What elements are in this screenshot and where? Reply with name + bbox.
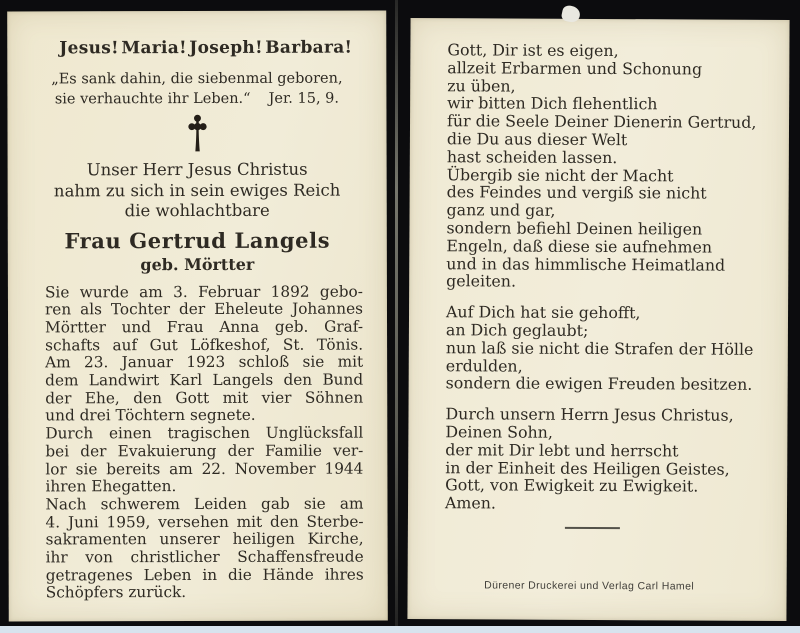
text-line: Gott, Dir ist es eigen, — [447, 40, 619, 61]
invocation-name: Joseph! — [189, 37, 263, 59]
text-line: ihren Ehegatten. — [45, 477, 177, 496]
text-line: die Du aus dieser Welt — [446, 129, 628, 150]
divider-rule — [565, 527, 620, 529]
text-line: sakramenten unserer heiligen Kirche, — [45, 529, 364, 549]
text-line: erdulden, — [445, 355, 523, 376]
text-line: ganz und gar, — [446, 200, 556, 220]
text-line: an Dich geglaubt; — [445, 320, 589, 340]
text-line: Auf Dich hat sie gehofft, — [445, 302, 641, 323]
maiden-name: geb. Mörtter — [140, 254, 255, 274]
text-line: dem Landwirt Karl Langels den Bund — [45, 370, 364, 390]
text-line: des Feindes und vergiß sie nicht — [446, 182, 707, 203]
text-line: in der Einheit des Heiligen Geistes, — [445, 457, 730, 479]
memorial-card-left-page — [7, 11, 388, 622]
text-line: Amen. — [444, 493, 497, 513]
memorial-card-right-page — [407, 18, 789, 621]
text-line: Sie wurde am 3. Februar 1892 gebo- — [44, 282, 363, 301]
text-line: Engeln, daß diese sie aufnehmen — [446, 235, 713, 257]
biography-paragraph — [45, 496, 363, 603]
biography-paragraph — [45, 283, 363, 425]
prayer-stanza — [446, 41, 769, 292]
printer-credit: Dürener Druckerei und Verlag Carl Hamel — [484, 579, 695, 593]
text-line: sondern die ewigen Freuden besitzen. — [445, 373, 753, 395]
text-line: Nach schwerem Leiden gab sie am — [45, 494, 364, 514]
scanner-edge-strip — [0, 626, 800, 633]
prayer-stanza — [446, 303, 768, 394]
text-line: die wohlachtbare — [124, 200, 270, 221]
prayer-text — [445, 41, 769, 514]
text-line: nun laß sie nicht die Strafen der Hölle — [445, 337, 754, 359]
text-line: schafts auf Gut Löfkeshof, St. Tönis. — [45, 335, 364, 355]
text-line: bei der Evakuierung der Familie ver- — [45, 441, 364, 461]
text-line: und in das himmlische Heimatland — [446, 253, 726, 275]
quote-line — [7, 89, 386, 110]
quote-line: „Es sank dahin, die siebenmal geboren, — [51, 70, 343, 88]
text-line: ren als Tochter der Eheleute Johannes — [44, 299, 364, 319]
text-line: und drei Töchtern segnete. — [45, 406, 256, 425]
invocation-name: Maria! — [121, 38, 187, 59]
text-line: Schöpfers zurück. — [45, 583, 187, 602]
text-line: hast scheiden lassen. — [446, 146, 618, 167]
text-line: für die Seele Deiner Dienerin Gertrud, — [446, 111, 757, 133]
text-line: Durch einen tragischen Unglücksfall — [45, 423, 364, 443]
text-line: Übergib sie nicht der Macht — [446, 164, 674, 185]
text-line: allzeit Erbarmen und Schonung — [447, 58, 703, 79]
text-line: nahm zu sich in sein ewiges Reich — [53, 180, 341, 200]
text-line: lor sie bereits am 22. November 1944 — [45, 459, 364, 478]
deceased-name: Frau Gertrud Langels — [64, 227, 331, 253]
text-line: zu üben, — [447, 75, 516, 96]
card-fold-line — [395, 0, 398, 627]
text-line: getragenes Leben in die Hände ihres — [45, 565, 364, 585]
text-line: Am 23. Januar 1923 schloß sie mit — [45, 352, 364, 372]
budded-cross-icon — [7, 113, 386, 158]
text-line: Durch unsern Herrn Jesus Christus, — [445, 404, 734, 425]
text-line: der Ehe, den Gott mit vier Söhnen — [45, 388, 364, 408]
text-line: 4. Juni 1959, versehen mit den Sterbe- — [45, 512, 364, 532]
introduction-lines — [8, 160, 387, 222]
scripture-quote — [7, 69, 386, 110]
invocation-names — [59, 37, 352, 60]
text-line: wir bitten Dich flehentlich — [447, 93, 658, 114]
biography-paragraph — [45, 425, 363, 497]
text-line: Deinen Sohn, — [445, 422, 553, 442]
text-line: Unser Herr Jesus Christus — [86, 159, 308, 180]
quote-line-text: sie verhauchte ihr Leben.“ — [54, 90, 251, 108]
text-line: der mit Dir lebt und herrscht — [445, 439, 679, 461]
text-line: ihr von christlicher Schaffensfreude — [45, 547, 364, 567]
prayer-stanza — [445, 405, 768, 513]
scripture-citation: Jer. 15, 9. — [268, 90, 340, 107]
invocation-name: Barbara! — [265, 37, 353, 58]
text-line: geleiten. — [446, 271, 517, 291]
biography — [45, 283, 364, 602]
text-line: sondern befiehl Deinen heiligen — [446, 218, 703, 239]
invocation-name: Jesus! — [59, 38, 119, 59]
text-line: Gott, von Ewigkeit zu Ewigkeit. — [445, 475, 699, 496]
text-line: Mörtter und Frau Anna geb. Graf- — [45, 317, 364, 337]
